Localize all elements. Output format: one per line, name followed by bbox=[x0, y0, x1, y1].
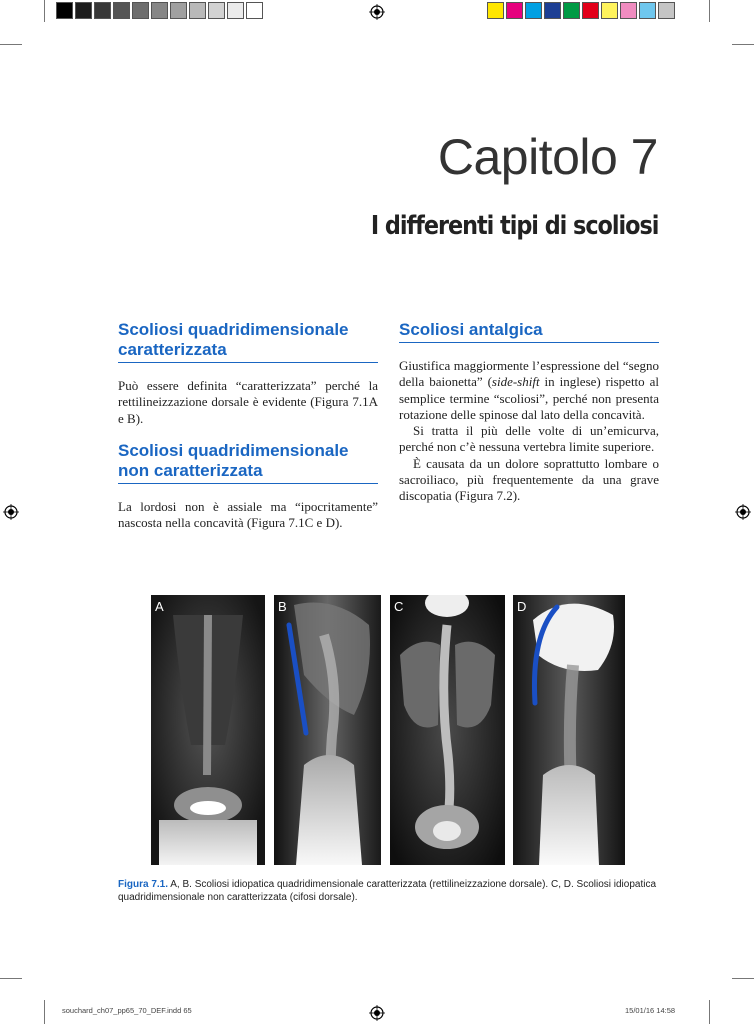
antalgic-paragraph-3: È causata da un dolore soprattutto lombare o sacroiliaco, più frequentemente da una grave discopatia (Figura 7.2). bbox=[399, 455, 659, 504]
gray-swatch bbox=[132, 2, 149, 19]
crop-mark bbox=[44, 0, 45, 22]
process-swatch bbox=[582, 2, 599, 19]
gray-swatch bbox=[75, 2, 92, 19]
process-swatch bbox=[639, 2, 656, 19]
process-swatch bbox=[563, 2, 580, 19]
process-swatch bbox=[544, 2, 561, 19]
gray-swatch bbox=[94, 2, 111, 19]
gray-swatch bbox=[246, 2, 263, 19]
registration-mark-icon bbox=[369, 1005, 385, 1021]
crop-mark bbox=[709, 1000, 710, 1024]
left-column bbox=[118, 320, 378, 531]
xray-image-b bbox=[274, 595, 381, 865]
xray-image-a bbox=[151, 595, 265, 865]
crop-mark bbox=[732, 978, 754, 979]
panel-label: D bbox=[517, 599, 527, 614]
footer-file-info: souchard_ch07_pp65_70_DEF.indd 65 bbox=[62, 1006, 192, 1015]
panel-label: A bbox=[155, 599, 164, 614]
process-swatch bbox=[487, 2, 504, 19]
xray-panel-a bbox=[151, 595, 265, 865]
section-heading-characterized: Scoliosi quadridimensionale caratterizzata bbox=[118, 320, 378, 363]
process-swatch bbox=[601, 2, 618, 19]
chapter-subtitle: I differenti tipi di scoliosi bbox=[370, 211, 658, 241]
figure-caption bbox=[118, 878, 660, 904]
antalgic-p1-after: in inglese) rispetto al semplice termine “scoliosi”, perché non presenta rotazione delle spinose dal lato della concavità. bbox=[399, 374, 659, 422]
side-shift-term: side-shift bbox=[491, 374, 540, 390]
section-heading-not-characterized: Scoliosi quadridimensionale non caratterizzata bbox=[118, 441, 378, 484]
xray-panel-c bbox=[390, 595, 505, 865]
gray-swatch bbox=[227, 2, 244, 19]
crop-mark bbox=[0, 44, 22, 45]
gray-swatch bbox=[208, 2, 225, 19]
antalgic-p1-before: Giustifica maggiormente l’espressione del “segno della baionetta” ( bbox=[399, 358, 659, 390]
xray-image-d bbox=[513, 595, 625, 865]
process-swatch bbox=[658, 2, 675, 19]
crop-mark bbox=[44, 1000, 45, 1024]
gray-swatch bbox=[56, 2, 73, 19]
antalgic-paragraph-1 bbox=[399, 358, 659, 423]
panel-label: C bbox=[394, 599, 404, 614]
antalgic-paragraph-2: Si tratta il più delle volte di un’emicurva, perché non c’è nessuna vertebra limite superiore. bbox=[399, 423, 659, 455]
gray-swatch bbox=[151, 2, 168, 19]
xray-panel-b bbox=[274, 595, 381, 865]
crop-mark bbox=[732, 44, 754, 45]
crop-mark bbox=[0, 978, 22, 979]
process-swatch bbox=[506, 2, 523, 19]
right-column bbox=[399, 320, 659, 505]
registration-mark-icon bbox=[3, 504, 19, 520]
registration-mark-icon bbox=[369, 4, 385, 20]
chapter-title: Capitolo 7 bbox=[437, 129, 658, 185]
section-text-characterized: Può essere definita “caratterizzata” perché la rettilineizzazione dorsale è evidente (Figura 7.1A e B). bbox=[118, 378, 378, 426]
panel-label: B bbox=[278, 599, 287, 614]
gray-swatch bbox=[113, 2, 130, 19]
registration-mark-icon bbox=[735, 504, 751, 520]
figure-caption-label: Figura 7.1. bbox=[118, 879, 169, 890]
xray-image-c bbox=[390, 595, 505, 865]
footer-timestamp: 15/01/16 14:58 bbox=[625, 1006, 676, 1015]
section-text-not-characterized: La lordosi non è assiale ma “ipocritamente” nascosta nella concavità (Figura 7.1C e D). bbox=[118, 498, 378, 531]
process-swatch bbox=[620, 2, 637, 19]
process-swatch bbox=[525, 2, 542, 19]
crop-mark bbox=[709, 0, 710, 22]
gray-swatch bbox=[170, 2, 187, 19]
figure-caption-text: A, B. Scoliosi idiopatica quadridimensionale caratterizzata (rettilineizzazione dorsale). C, D. Scoliosi idiopatica quadridimensionale non caratterizzata (cifosi dorsale). bbox=[118, 879, 657, 903]
section-heading-antalgic: Scoliosi antalgica bbox=[399, 320, 659, 343]
xray-panel-d bbox=[513, 595, 625, 865]
gray-swatch bbox=[189, 2, 206, 19]
